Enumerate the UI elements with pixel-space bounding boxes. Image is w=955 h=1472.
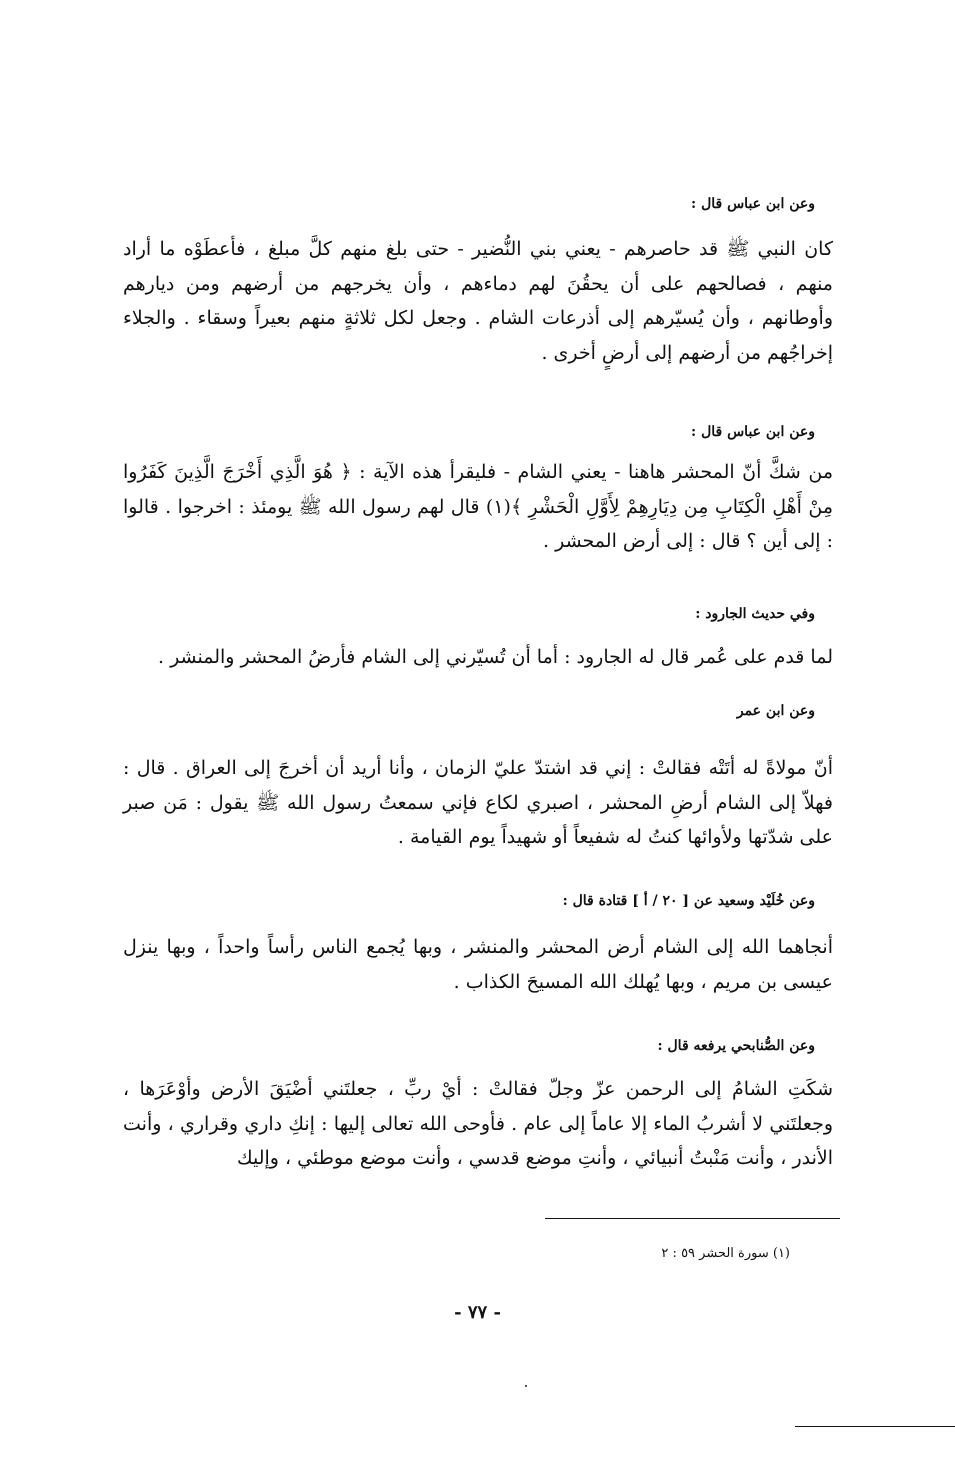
footnote: (١) سورة الحشر ٥٩ : ٢ [661, 1246, 790, 1261]
section-heading-2: وعن ابن عباس قال : [691, 424, 815, 440]
footnote-separator [545, 1218, 840, 1219]
section-heading-3: وفي حديث الجارود : [695, 606, 815, 622]
page-number: - ٧٧ - [454, 1302, 501, 1323]
section-paragraph-5: أنجاهما الله إلى الشام أرض المحشر والمنشر ، وبها يُجمع الناس رأساً واحداً ، وبها ينزل عيسى بن مريم ، وبها يُهلك الله المسيحَ الكذاب . [123, 936, 833, 993]
section-paragraph-1: كان النبي ﷺ قد حاصرهم - يعني بني النُّضير - حتى بلغ منهم كلَّ مبلغ ، فأعطَوْه ما أراد منهم ، فصالحهم على أن يحقُنَ لهم دماءهم ، وأن يخرجهم من أرضهم ومن ديارهم وأوطانهم ، وأن يُسيّرهم إلى أذرعات الشام . وجعل لكل ثلاثةٍ منهم بعيراً وسقاء . والجلاء إخراجُهم من أرضهم إلى أرضٍ أخرى . [123, 238, 833, 364]
section-heading-5: وعن خُلَيْد وسعيد عن [ ٢٠ / أ ] قتادة قال : [562, 893, 815, 909]
section-paragraph-3: لما قدم على عُمر قال له الجارود : أما أن تُسيّرني إلى الشام فأرضُ المحشر والمنشر . [157, 646, 833, 668]
section-paragraph-2: من شكَّ أنّ المحشر هاهنا - يعني الشام - فليقرأ هذه الآية : ﴿ هُوَ الَّذِي أَخْرَجَ الَّذِينَ كَفَرُوا مِنْ أَهْلِ الْكِتَابِ مِن دِيَارِهِمْ لِأَوَّلِ الْحَشْرِ ﴾(١) قال لهم رسول الله ﷺ يومئذ : اخرجوا . قالوا : إلى أين ؟ قال : إلى أرض المحشر . [123, 461, 833, 552]
bottom-edge-line [795, 1426, 955, 1427]
section-heading-4: وعن ابن عمر [736, 703, 815, 719]
section-heading-1: وعن ابن عباس قال : [691, 196, 815, 212]
section-paragraph-6: شكَتِ الشامُ إلى الرحمن عزّ وجلّ فقالتْ : أيْ ربِّ ، جعلتَني أضْيَقَ الأرض وأوْعَرَها ، وجعلتَني لا أشربُ الماء إلا عاماً إلى عام . فأوحى الله تعالى إليها : إنكِ داري وقراري ، وأنت الأندر ، وأنت مَنْبتُ أنبيائي ، وأنتِ موضع قدسي ، وأنت موضع موطئي ، وإليك [123, 1078, 833, 1169]
scan-speck [525, 1385, 527, 1387]
section-paragraph-4: أنّ مولاةً له أتَتْه فقالتْ : إني قد اشتدّ عليّ الزمان ، وأنا أريد أن أخرجَ إلى العراق . قال : فهلاّ إلى الشام أرضِ المحشر ، اصبري لكاع فإني سمعتُ رسول الله ﷺ يقول : مَن صبر على شدّتها ولأوائها كنتُ له شفيعاً أو شهيداً يوم القيامة . [123, 757, 833, 848]
section-heading-6: وعن الصُّنابحي يرفعه قال : [657, 1038, 815, 1054]
